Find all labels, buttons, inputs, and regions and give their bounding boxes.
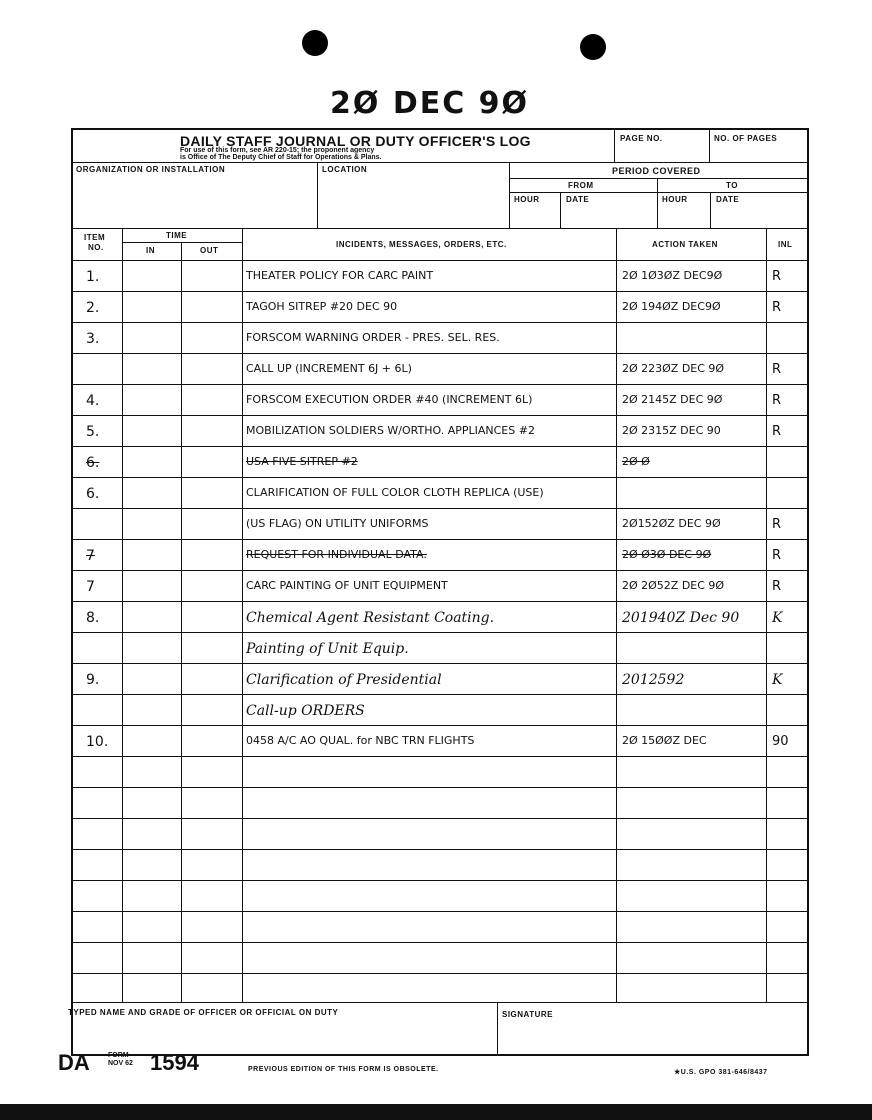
row-line bbox=[71, 787, 809, 788]
row-line bbox=[71, 477, 809, 478]
row-initials: R bbox=[772, 362, 782, 377]
row-item-no: 2. bbox=[86, 300, 100, 316]
row-initials: 90 bbox=[772, 734, 789, 749]
row-action: 2Ø 1Ø3ØZ DEC9Ø bbox=[622, 269, 723, 282]
no-of-pages-label: NO. OF PAGES bbox=[714, 134, 778, 143]
row-incident: USA FIVE SITREP #2 bbox=[246, 455, 358, 468]
from-hour-label: HOUR bbox=[514, 195, 540, 204]
item-label: ITEM bbox=[84, 233, 106, 242]
row-action: 2Ø 194ØZ DEC9Ø bbox=[622, 300, 721, 313]
row-item-no: 1. bbox=[86, 269, 100, 285]
time-label: TIME bbox=[166, 231, 188, 240]
form-subtitle-1: For use of this form, see AR 220-15; the proponent agency bbox=[180, 147, 375, 154]
gpo-note: ★U.S. GPO 381-646/8437 bbox=[674, 1069, 768, 1076]
row-incident: CALL UP (INCREMENT 6J + 6L) bbox=[246, 362, 412, 375]
row-incident: Painting of Unit Equip. bbox=[246, 641, 409, 657]
row-action: 2Ø 2Ø52Z DEC 9Ø bbox=[622, 579, 725, 592]
row-incident: Clarification of Presidential bbox=[246, 672, 442, 688]
row-line bbox=[71, 694, 809, 695]
row-line bbox=[71, 725, 809, 726]
time-out-label: OUT bbox=[200, 246, 219, 255]
location-label: LOCATION bbox=[322, 165, 368, 174]
period-covered-label: PERIOD COVERED bbox=[612, 166, 701, 176]
row-action: 2Ø152ØZ DEC 9Ø bbox=[622, 517, 721, 530]
row-incident: CLARIFICATION OF FULL COLOR CLOTH REPLICA (USE) bbox=[246, 486, 544, 499]
row-line bbox=[71, 570, 809, 571]
row-action: 2Ø 15ØØZ DEC bbox=[622, 734, 707, 747]
row-action: 201940Z Dec 90 bbox=[622, 610, 740, 626]
row-item-no: 8. bbox=[86, 610, 100, 626]
form-number: 1594 bbox=[150, 1050, 199, 1075]
row-item-no: 9. bbox=[86, 672, 100, 688]
punch-hole-left bbox=[302, 30, 328, 56]
row-incident: FORSCOM WARNING ORDER - PRES. SEL. RES. bbox=[246, 331, 500, 344]
row-item-no: 7 bbox=[86, 579, 95, 595]
row-incident: FORSCOM EXECUTION ORDER #40 (INCREMENT 6L) bbox=[246, 393, 533, 406]
row-line bbox=[71, 415, 809, 416]
action-taken-label: ACTION TAKEN bbox=[652, 240, 718, 249]
form-code: FORM NOV 62 bbox=[108, 1052, 133, 1067]
punch-hole-right bbox=[580, 34, 606, 60]
row-line bbox=[71, 539, 809, 540]
to-label: TO bbox=[726, 181, 738, 190]
row-item-no: 7 bbox=[86, 548, 95, 564]
row-initials: R bbox=[772, 300, 782, 315]
row-incident: CARC PAINTING OF UNIT EQUIPMENT bbox=[246, 579, 448, 592]
handwritten-date: 2Ø DEC 9Ø bbox=[330, 86, 530, 121]
row-incident: 0458 A/C AO QUAL. for NBC TRN FLIGHTS bbox=[246, 734, 475, 747]
row-incident: (US FLAG) ON UTILITY UNIFORMS bbox=[246, 517, 429, 530]
row-line bbox=[71, 446, 809, 447]
row-incident: MOBILIZATION SOLDIERS W/ORTHO. APPLIANCES #2 bbox=[246, 424, 535, 437]
signature-label: SIGNATURE bbox=[502, 1010, 554, 1019]
row-line bbox=[71, 880, 809, 881]
to-date-label: DATE bbox=[716, 195, 740, 204]
row-action: 2Ø 223ØZ DEC 9Ø bbox=[622, 362, 725, 375]
row-line bbox=[71, 942, 809, 943]
row-action: 2Ø 2315Z DEC 90 bbox=[622, 424, 721, 437]
row-incident: Call-up ORDERS bbox=[246, 703, 365, 719]
row-initials: R bbox=[772, 424, 782, 439]
row-line bbox=[71, 818, 809, 819]
item-no-label: NO. bbox=[88, 243, 104, 252]
time-in-label: IN bbox=[146, 246, 155, 255]
row-line bbox=[71, 973, 809, 974]
row-item-no: 4. bbox=[86, 393, 100, 409]
row-line bbox=[71, 663, 809, 664]
row-initials: R bbox=[772, 393, 782, 408]
inl-label: INL bbox=[778, 240, 793, 249]
row-item-no: 5. bbox=[86, 424, 100, 440]
row-line bbox=[71, 322, 809, 323]
scan-edge bbox=[0, 1104, 872, 1120]
row-item-no: 10. bbox=[86, 734, 109, 750]
from-label: FROM bbox=[568, 181, 594, 190]
row-item-no: 6. bbox=[86, 486, 100, 502]
row-initials: R bbox=[772, 517, 782, 532]
row-incident: REQUEST FOR INDIVIDUAL DATA. bbox=[246, 548, 427, 561]
form-da-label: DA bbox=[58, 1050, 90, 1075]
row-item-no: 3. bbox=[86, 331, 100, 347]
row-line bbox=[71, 601, 809, 602]
row-initials: K bbox=[772, 610, 783, 626]
incidents-label: INCIDENTS, MESSAGES, ORDERS, ETC. bbox=[336, 240, 507, 249]
row-incident: THEATER POLICY FOR CARC PAINT bbox=[246, 269, 434, 282]
row-line bbox=[71, 632, 809, 633]
row-initials: R bbox=[772, 269, 782, 284]
row-line bbox=[71, 384, 809, 385]
org-label: ORGANIZATION OR INSTALLATION bbox=[76, 165, 226, 174]
row-action: 2012592 bbox=[622, 672, 685, 688]
form-title: DAILY STAFF JOURNAL OR DUTY OFFICER'S LOG bbox=[180, 133, 531, 149]
form-subtitle-2: is Office of The Deputy Chief of Staff for Operations & Plans. bbox=[180, 154, 382, 161]
from-date-label: DATE bbox=[566, 195, 590, 204]
row-line bbox=[71, 911, 809, 912]
row-line bbox=[71, 353, 809, 354]
row-action: 2Ø Ø bbox=[622, 455, 650, 468]
row-line bbox=[71, 756, 809, 757]
row-line bbox=[71, 508, 809, 509]
row-initials: R bbox=[772, 548, 782, 563]
row-item-no: 6. bbox=[86, 455, 100, 471]
row-initials: R bbox=[772, 579, 782, 594]
row-line bbox=[71, 849, 809, 850]
row-incident: Chemical Agent Resistant Coating. bbox=[246, 610, 495, 626]
row-incident: TAGOH SITREP #20 DEC 90 bbox=[246, 300, 398, 313]
row-initials: K bbox=[772, 672, 783, 688]
typed-name-label: TYPED NAME AND GRADE OF OFFICER OR OFFICIAL ON DUTY bbox=[68, 1008, 339, 1017]
previous-edition-note: PREVIOUS EDITION OF THIS FORM IS OBSOLETE. bbox=[248, 1066, 439, 1073]
page-no-label: PAGE NO. bbox=[620, 134, 663, 143]
to-hour-label: HOUR bbox=[662, 195, 688, 204]
row-action: 2Ø 2145Z DEC 9Ø bbox=[622, 393, 723, 406]
row-line bbox=[71, 291, 809, 292]
row-action: 2Ø Ø3Ø DEC 9Ø bbox=[622, 548, 712, 561]
